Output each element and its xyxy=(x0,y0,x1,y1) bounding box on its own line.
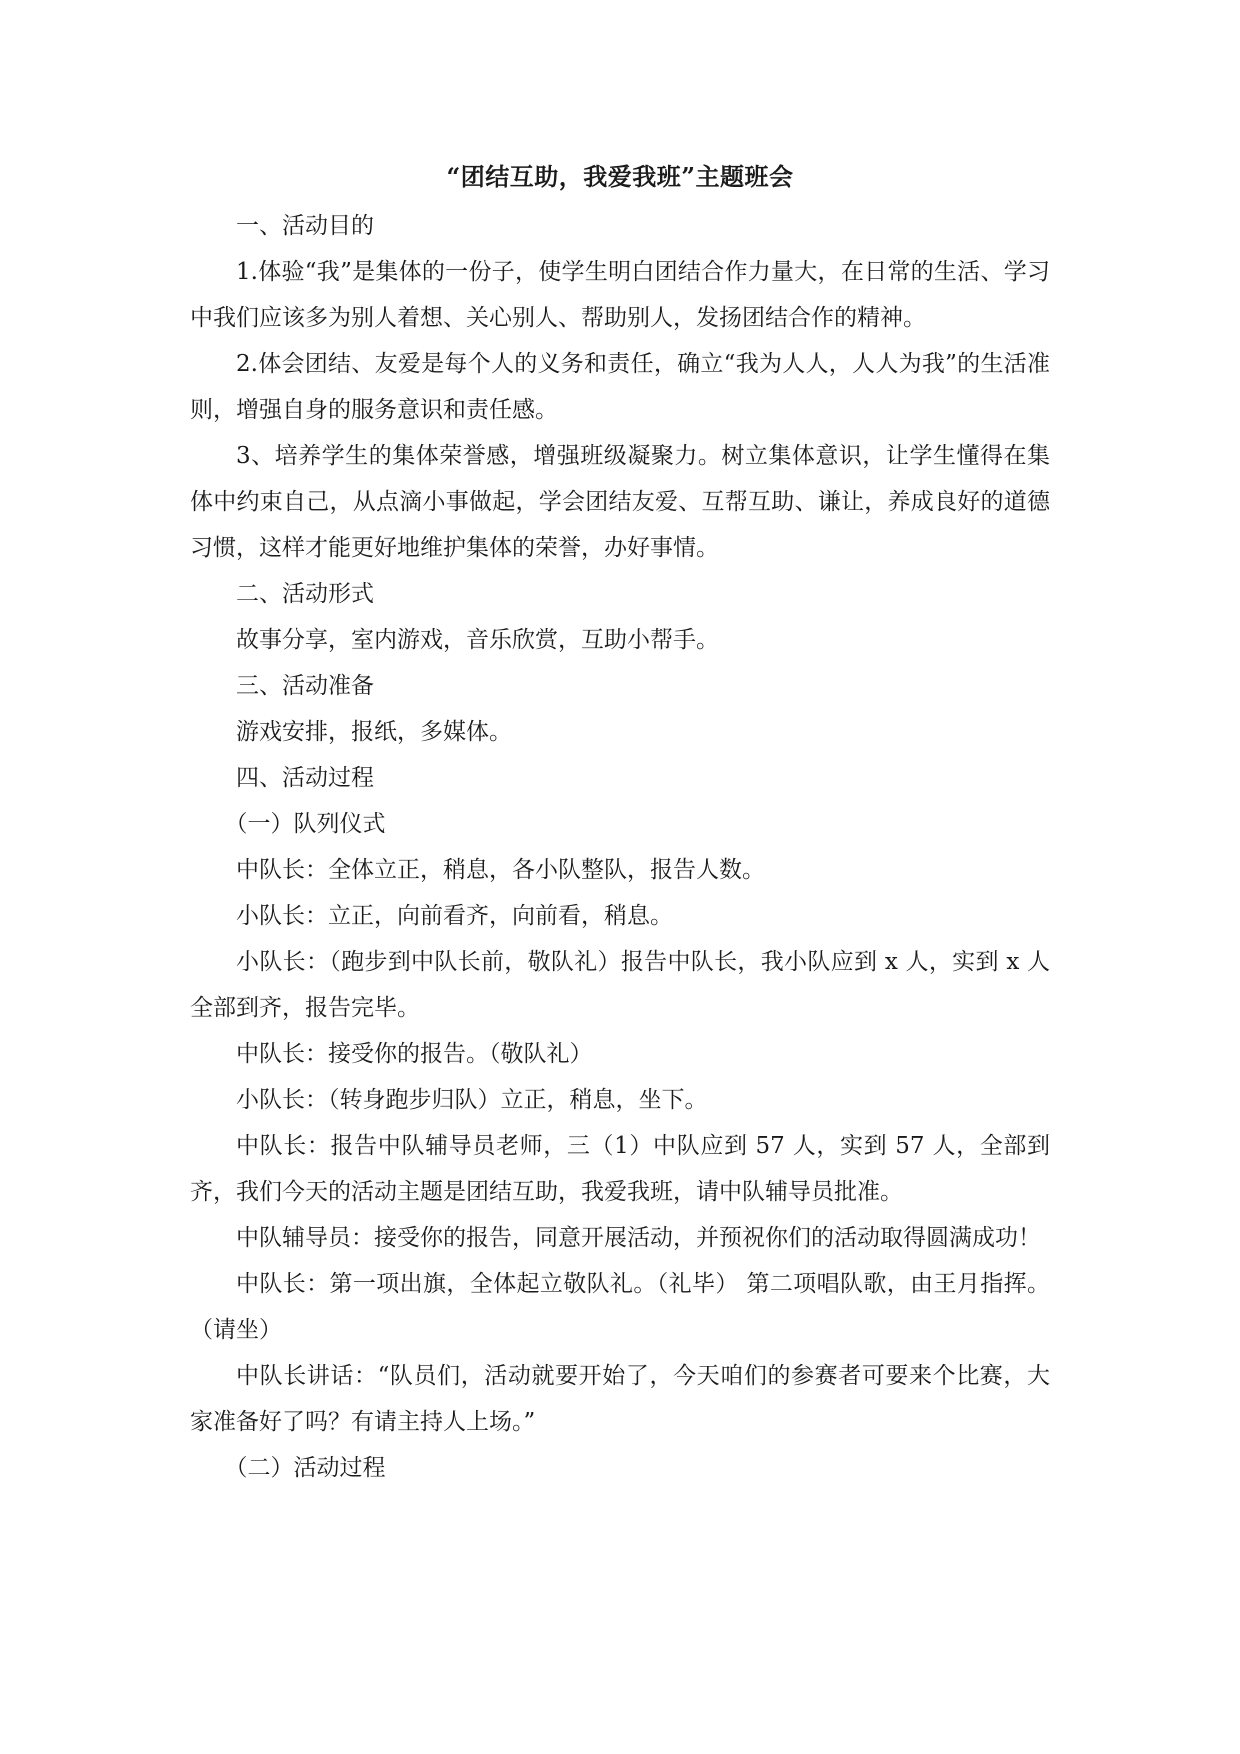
dialogue-line: 中队长：报告中队辅导员老师，三（1）中队应到 57 人，实到 57 人，全部到齐，我们今天的活动主题是团结互助，我爱我班，请中队辅导员批准。 xyxy=(190,1133,1050,1205)
subheading-activity-process: （二）活动过程 xyxy=(224,1455,386,1481)
paragraph-purpose-2: 2.体会团结、友爱是每个人的义务和责任，确立“我为人人，人人为我”的生活准则，增强自身的服务意识和责任感。 xyxy=(190,351,1050,423)
document-title: “团结互助，我爱我班”主题班会 xyxy=(446,162,794,191)
dialogue-line: 中队长讲话：“队员们，活动就要开始了，今天咱们的参赛者可要来个比赛，大家准备好了吗？有请主持人上场。” xyxy=(190,1363,1050,1435)
section-heading-process: 四、活动过程 xyxy=(236,765,374,791)
section-heading-form: 二、活动形式 xyxy=(236,581,374,607)
subheading-ceremony: （一）队列仪式 xyxy=(224,811,386,837)
paragraph-purpose-1: 1.体验“我”是集体的一份子，使学生明白团结合作力量大，在日常的生活、学习中我们应该多为别人着想、关心别人、帮助别人，发扬团结合作的精神。 xyxy=(190,259,1050,331)
paragraph-form: 故事分享，室内游戏，音乐欣赏，互助小帮手。 xyxy=(236,627,719,653)
dialogue-line: 中队长：接受你的报告。（敬队礼） xyxy=(236,1041,593,1067)
dialogue-line: 中队长：第一项出旗，全体起立敬队礼。（礼毕） 第二项唱队歌，由王月指挥。（请坐） xyxy=(190,1271,1050,1343)
document-body xyxy=(190,203,1050,1491)
dialogue-line: 小队长：（跑步到中队长前，敬队礼）报告中队长，我小队应到 x 人，实到 x 人全部到齐，报告完毕。 xyxy=(190,949,1050,1021)
dialogue-line: 小队长：（转身跑步归队）立正，稍息，坐下。 xyxy=(236,1087,708,1113)
paragraph-preparation: 游戏安排，报纸，多媒体。 xyxy=(236,719,512,745)
section-heading-preparation: 三、活动准备 xyxy=(236,673,374,699)
section-heading-purpose: 一、活动目的 xyxy=(236,213,374,239)
dialogue-line: 中队长：全体立正，稍息，各小队整队，报告人数。 xyxy=(236,857,765,883)
paragraph-purpose-3: 3、培养学生的集体荣誉感，增强班级凝聚力。树立集体意识，让学生懂得在集体中约束自己，从点滴小事做起，学会团结友爱、互帮互助、谦让，养成良好的道德习惯，这样才能更好地维护集体的荣誉，办好事情。 xyxy=(190,443,1050,561)
dialogue-line: 中队辅导员：接受你的报告，同意开展活动，并预祝你们的活动取得圆满成功！ xyxy=(236,1225,1041,1251)
dialogue-line: 小队长：立正，向前看齐，向前看，稍息。 xyxy=(236,903,673,929)
